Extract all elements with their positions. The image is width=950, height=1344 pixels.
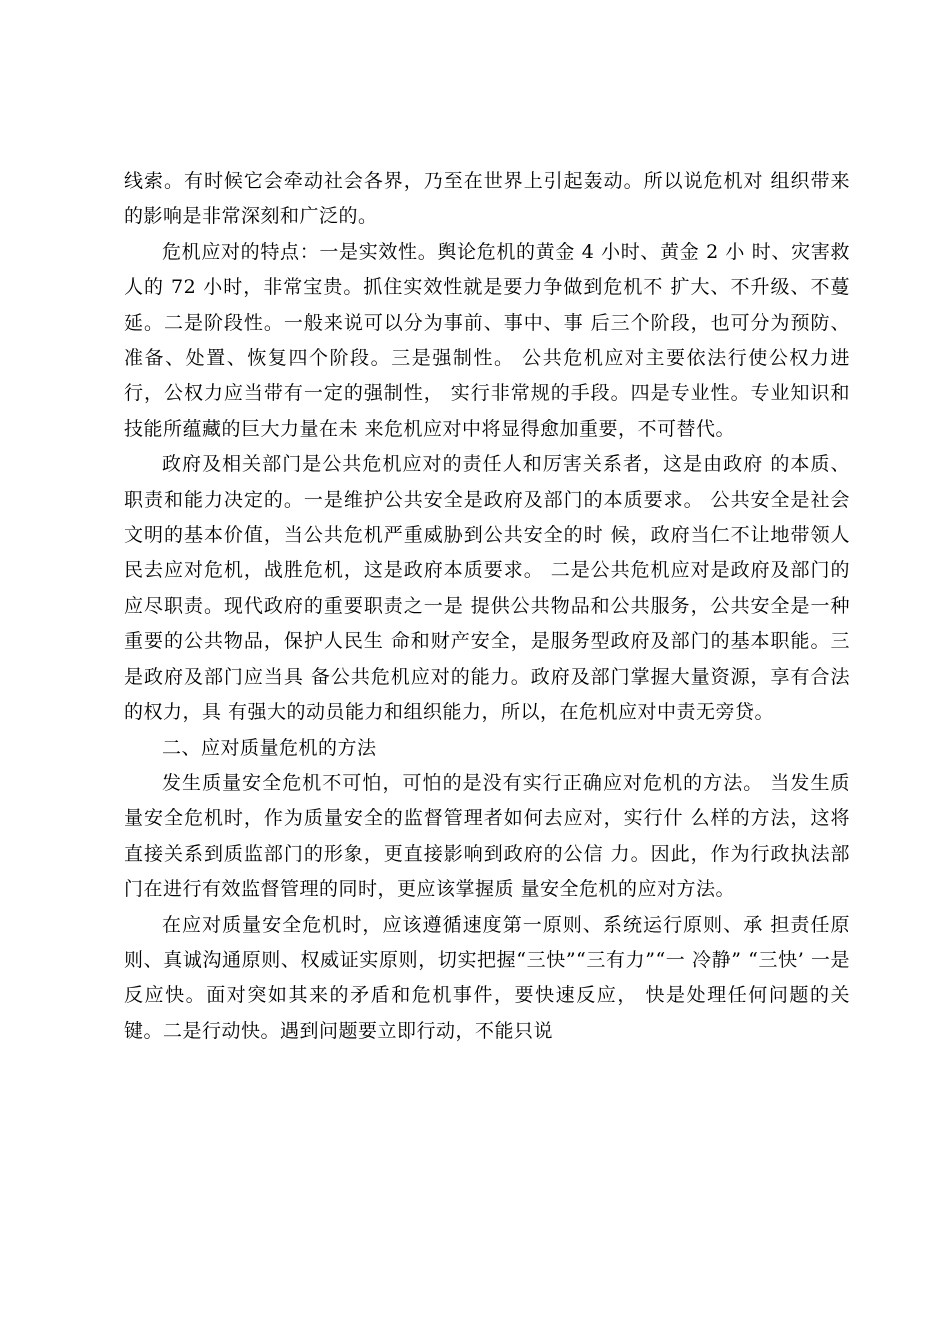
paragraph-1: 线索。有时候它会牵动社会各界，乃至在世界上引起轰动。所以说危机对 组织带来的影响是非常深刻和广泛的。: [124, 170, 850, 228]
paragraph-3: 政府及相关部门是公共危机应对的责任人和厉害关系者，这是由政府 的本质、职责和能力决定的。一是维护公共安全是政府及部门的本质要求。 公共安全是社会文明的基本价值，当公共危机严重威胁到公共安全的时 候，政府当仁不让地带领人民去应对危机，战胜危机，这是政府本质要求。 二是公共危机应对是政府及部门的应尽职责。现代政府的重要职责之一是 提供公共物品和公共服务，公共安全是一种重要的公共物品，保护人民生 命和财产安全，是服务型政府及部门的基本职能。三是政府及部门应当具 备公共危机应对的能力。政府及部门掌握大量资源，享有合法的权力，具 有强大的动员能力和组织能力，所以，在危机应对中责无旁贷。: [124, 453, 850, 724]
document-body: [124, 164, 850, 1049]
section-heading: 二、应对质量危机的方法: [162, 736, 377, 759]
paragraph-2: 危机应对的特点：一是实效性。舆论危机的黄金 4 小时、黄金 2 小 时、灾害救人的 72 小时，非常宝贵。抓住实效性就是要力争做到危机不 扩大、不升级、不蔓延。二是阶段性。一般来说可以分为事前、事中、事 后三个阶段，也可分为预防、准备、处置、恢复四个阶段。三是强制性。 公共危机应对主要依法行使公权力进行，公权力应当带有一定的强制性， 实行非常规的手段。四是专业性。专业知识和技能所蕴藏的巨大力量在未 来危机应对中将显得愈加重要，不可替代。: [124, 240, 850, 440]
paragraph-5: 在应对质量安全危机时，应该遵循速度第一原则、系统运行原则、承 担责任原则、真诚沟通原则、权威证实原则，切实把握“三快”“三有力”“一 冷静” “三快’ 一是反应快。面对突如其来的矛盾和危机事件，要快速反应， 快是处理任何问题的关键。二是行动快。遇到问题要立即行动，不能只说: [124, 913, 850, 1042]
paragraph-4: 发生质量安全危机不可怕，可怕的是没有实行正确应对危机的方法。 当发生质量安全危机时，作为质量安全的监督管理者如何去应对，实行什 么样的方法，这将直接关系到质监部门的形象，更直接影响到政府的公信 力。因此，作为行政执法部门在进行有效监督管理的同时，更应该掌握质 量安全危机的应对方法。: [124, 771, 850, 901]
